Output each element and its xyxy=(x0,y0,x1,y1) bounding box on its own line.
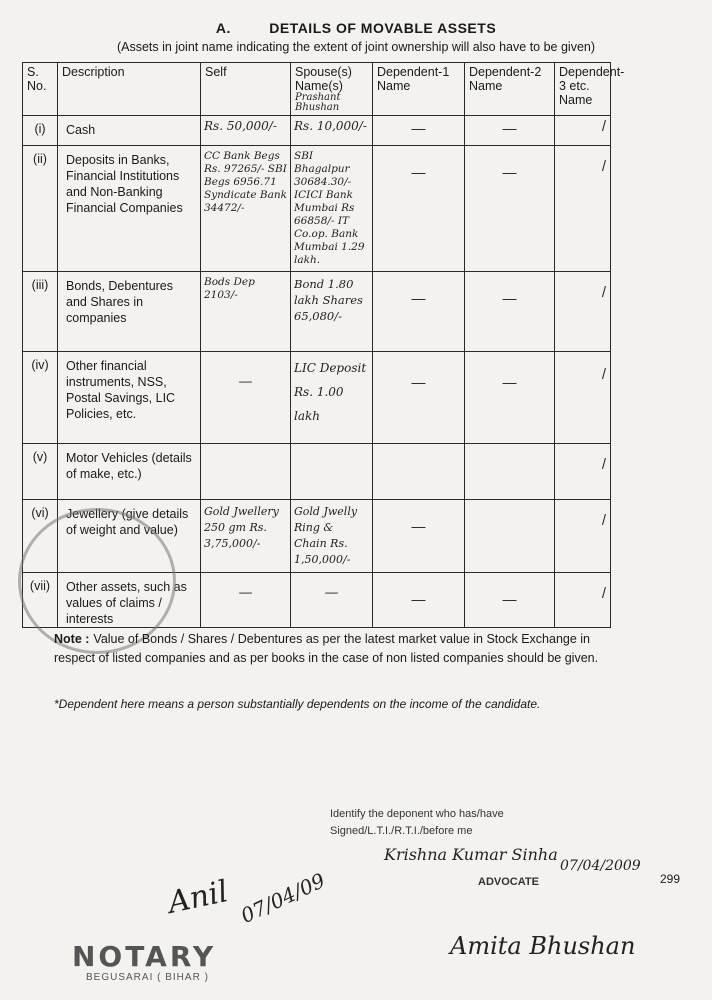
row-spouse xyxy=(291,444,373,500)
row-spouse: Bond 1.80 lakh Shares 65,080/- xyxy=(291,272,373,352)
dash-mark: — xyxy=(502,374,517,390)
row-self xyxy=(201,444,291,500)
row-sno: (v) xyxy=(23,444,58,500)
row-description: Cash xyxy=(58,116,201,146)
row-description: Other financial instruments, NSS, Postal Savings, LIC Policies, etc. xyxy=(58,352,201,444)
page-subtitle: (Assets in joint name indicating the extent of joint ownership will also have to be given) xyxy=(116,40,596,54)
page-title xyxy=(0,20,712,36)
col-self: Self xyxy=(201,63,291,116)
row-description: Other assets, such as values of claims / interests xyxy=(58,573,201,628)
table-row xyxy=(23,352,611,444)
row-dependent-3 xyxy=(555,444,611,500)
row-dependent-1 xyxy=(373,573,465,628)
col-description: Description xyxy=(58,63,201,116)
table-row xyxy=(23,146,611,272)
market-value-note xyxy=(54,630,634,668)
notary-date: 07/04/09 xyxy=(237,868,329,928)
dash-mark: — xyxy=(411,518,426,534)
row-dependent-1 xyxy=(373,500,465,573)
tick-mark: / xyxy=(601,158,606,175)
row-dependent-1 xyxy=(373,272,465,352)
row-spouse: Gold Jwelly Ring & Chain Rs. 1,50,000/- xyxy=(291,500,373,573)
table-row xyxy=(23,116,611,146)
dash-mark: — xyxy=(502,120,517,136)
row-dependent-3 xyxy=(555,116,611,146)
row-self: Gold Jwellery 250 gm Rs. 3,75,000/- xyxy=(201,500,291,573)
candidate-signature: Amita Bhushan xyxy=(450,932,636,960)
row-self: — xyxy=(201,573,291,628)
row-dependent-3 xyxy=(555,500,611,573)
dash-mark: — xyxy=(411,374,426,390)
spouse-name: Prashant Bhushan xyxy=(295,92,341,113)
note-text: Value of Bonds / Shares / Debentures as per the latest market value in Stock Exchange in respect of listed companies and as per books in the case of non listed companies should be given. xyxy=(54,632,599,665)
row-sno: (iv) xyxy=(23,352,58,444)
row-dependent-1 xyxy=(373,116,465,146)
row-dependent-2 xyxy=(465,573,555,628)
col-sno: S. No. xyxy=(23,63,58,116)
col-spouse-label: Spouse(s) Name(s) xyxy=(295,65,352,93)
tick-mark: / xyxy=(601,118,606,135)
row-dependent-2 xyxy=(465,146,555,272)
row-description: Bonds, Debentures and Shares in companies xyxy=(58,272,201,352)
identification-line-1: Identify the deponent who has/have xyxy=(330,808,504,820)
section-title: DETAILS OF MOVABLE ASSETS xyxy=(269,20,497,36)
advocate-date: 07/04/2009 xyxy=(560,858,641,874)
dash-mark: — xyxy=(502,591,517,607)
identification-stamp xyxy=(330,806,504,840)
note-label: Note : xyxy=(54,632,90,646)
row-dependent-1 xyxy=(373,444,465,500)
tick-mark: / xyxy=(601,456,606,473)
tick-mark: / xyxy=(601,284,606,301)
advocate-signature: Krishna Kumar Sinha xyxy=(384,845,558,864)
col-dependent-2: Dependent-2 Name xyxy=(465,63,555,116)
dash-mark: — xyxy=(411,164,426,180)
table-header-row xyxy=(23,63,611,116)
notary-place: BEGUSARAI ( BIHAR ) xyxy=(86,972,209,983)
page-number: 299 xyxy=(660,872,681,886)
row-dependent-3 xyxy=(555,573,611,628)
row-spouse: — xyxy=(291,573,373,628)
notary-stamp: NOTARY xyxy=(72,940,217,973)
notary-signature: Anil xyxy=(165,874,232,921)
dash-mark: — xyxy=(411,290,426,306)
row-self: — xyxy=(201,352,291,444)
row-dependent-3 xyxy=(555,272,611,352)
table-row xyxy=(23,272,611,352)
row-dependent-2 xyxy=(465,500,555,573)
dash-mark: — xyxy=(411,591,426,607)
section-label: A. xyxy=(215,20,231,36)
dependent-footnote: *Dependent here means a person substantially dependents on the income of the candidate. xyxy=(54,697,541,711)
row-dependent-1 xyxy=(373,146,465,272)
identification-line-2: Signed/L.T.I./R.T.I./before me xyxy=(330,825,473,837)
table-row xyxy=(23,444,611,500)
row-dependent-1 xyxy=(373,352,465,444)
row-self: Bods Dep 2103/- xyxy=(201,272,291,352)
row-dependent-2 xyxy=(465,272,555,352)
row-sno: (i) xyxy=(23,116,58,146)
tick-mark: / xyxy=(601,366,606,383)
row-dependent-2 xyxy=(465,444,555,500)
row-dependent-3 xyxy=(555,146,611,272)
tick-mark: / xyxy=(601,585,606,602)
row-dependent-2 xyxy=(465,116,555,146)
row-description: Jewellery (give details of weight and value) xyxy=(58,500,201,573)
col-dependent-3: Dependent-3 etc. Name xyxy=(555,63,611,116)
col-spouse xyxy=(291,63,373,116)
row-dependent-2 xyxy=(465,352,555,444)
row-dependent-3 xyxy=(555,352,611,444)
row-spouse: Rs. 10,000/- xyxy=(291,116,373,146)
row-self: CC Bank Begs Rs. 97265/- SBI Begs 6956.71 Syndicate Bank 34472/- xyxy=(201,146,291,272)
advocate-label: ADVOCATE xyxy=(478,876,539,888)
row-description: Motor Vehicles (details of make, etc.) xyxy=(58,444,201,500)
row-sno: (iii) xyxy=(23,272,58,352)
row-self: Rs. 50,000/- xyxy=(201,116,291,146)
row-description: Deposits in Banks, Financial Institutions and Non-Banking Financial Companies xyxy=(58,146,201,272)
tick-mark: / xyxy=(601,512,606,529)
dash-mark: — xyxy=(502,290,517,306)
col-dependent-1: Dependent-1 Name xyxy=(373,63,465,116)
row-sno: (vii) xyxy=(23,573,58,628)
dash-mark: — xyxy=(502,164,517,180)
dash-mark: — xyxy=(411,120,426,136)
row-sno: (ii) xyxy=(23,146,58,272)
row-sno: (vi) xyxy=(23,500,58,573)
row-spouse: SBI Bhagalpur 30684.30/- ICICI Bank Mumbai Rs 66858/- IT Co.op. Bank Mumbai 1.29 lakh. xyxy=(291,146,373,272)
row-spouse: LIC Deposit Rs. 1.00 lakh xyxy=(291,352,373,444)
